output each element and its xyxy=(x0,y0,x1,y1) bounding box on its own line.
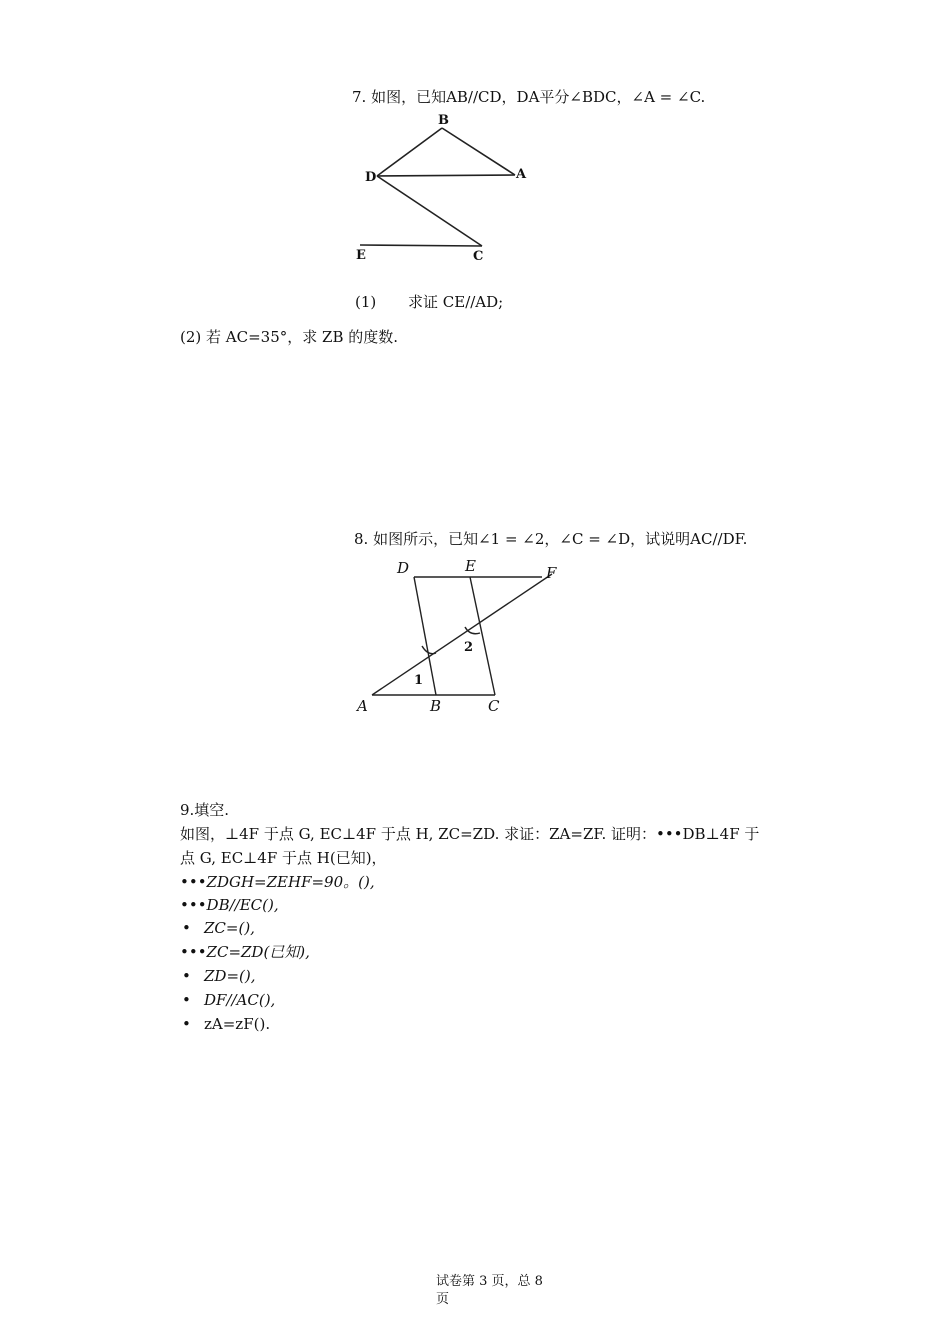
q9-line-6: •••ZC=ZD(已知), xyxy=(180,943,310,961)
q7-part2-text: (2) 若 AC=35°，求 ZB 的度数. xyxy=(180,328,398,346)
q9-line-4: •••DB//EC(), xyxy=(180,896,279,914)
q9-line-2: 点 G, EC⊥4F 于点 H(已知)， xyxy=(180,849,387,867)
q7-stem: 7. 如图，已知AB//CD，DA平分∠BDC，∠A = ∠C. xyxy=(352,88,706,106)
q7-figure xyxy=(350,110,540,270)
q8-angle-label-2: 2 xyxy=(464,640,474,655)
q7-segment-bd xyxy=(377,128,442,176)
q9-list-item xyxy=(182,989,275,1011)
q7-label-b: B xyxy=(438,113,449,128)
q7-label-d: D xyxy=(365,170,377,185)
page-footer-line-1: 试卷第 3 页，总 8 xyxy=(436,1274,543,1289)
q8-figure xyxy=(350,555,570,715)
q7-label-a: A xyxy=(516,167,527,182)
q8-label-e: E xyxy=(465,557,476,575)
q8-label-d: D xyxy=(397,559,410,577)
q9-title: 9.填空. xyxy=(180,801,230,819)
q9-line-7: ZD=(), xyxy=(204,967,256,985)
q7-label-c: C xyxy=(473,249,484,264)
bullet-icon: • xyxy=(182,967,191,985)
bullet-icon: • xyxy=(182,1015,191,1033)
q9-line-3: •••ZDGH=ZEHF=90。(), xyxy=(180,873,375,891)
q8-transversal-af xyxy=(372,574,552,695)
q8-label-b: B xyxy=(430,697,442,715)
q9-line-8: DF//AC(), xyxy=(204,991,276,1009)
q9-line-9: zA=zF(). xyxy=(204,1015,271,1033)
q7-segment-dc xyxy=(377,176,482,246)
q7-part1-text: 求证 CE//AD; xyxy=(408,293,504,311)
q8-stem: 8. 如图所示，已知∠1 = ∠2，∠C = ∠D，试说明AC//DF. xyxy=(354,530,748,548)
q8-label-a: A xyxy=(357,697,368,715)
bullet-icon: • xyxy=(182,919,191,937)
page-footer-line-2: 页 xyxy=(436,1292,450,1307)
q9-line-5: ZC=(), xyxy=(204,919,255,937)
bullet-icon: • xyxy=(182,991,191,1009)
q7-label-e: E xyxy=(356,248,366,263)
q7-part1-number: (1) xyxy=(355,293,377,311)
q8-label-f: F xyxy=(546,564,557,582)
q9-list-item xyxy=(182,917,255,939)
q7-segment-ba xyxy=(442,128,515,175)
q8-angle-arc-1 xyxy=(422,646,436,654)
q8-label-c: C xyxy=(488,697,500,715)
q9-list-item xyxy=(182,1013,270,1035)
q8-segment-ec xyxy=(470,577,495,695)
q9-line-1: 如图，⊥4F 于点 G, EC⊥4F 于点 H, ZC=ZD. 求证：ZA=ZF. 证明：•••DB⊥4F 于 xyxy=(180,825,760,843)
q7-segment-da xyxy=(377,175,515,176)
q9-list-item xyxy=(182,965,256,987)
q8-angle-label-1: 1 xyxy=(414,673,424,688)
q7-segment-ec xyxy=(360,245,482,246)
